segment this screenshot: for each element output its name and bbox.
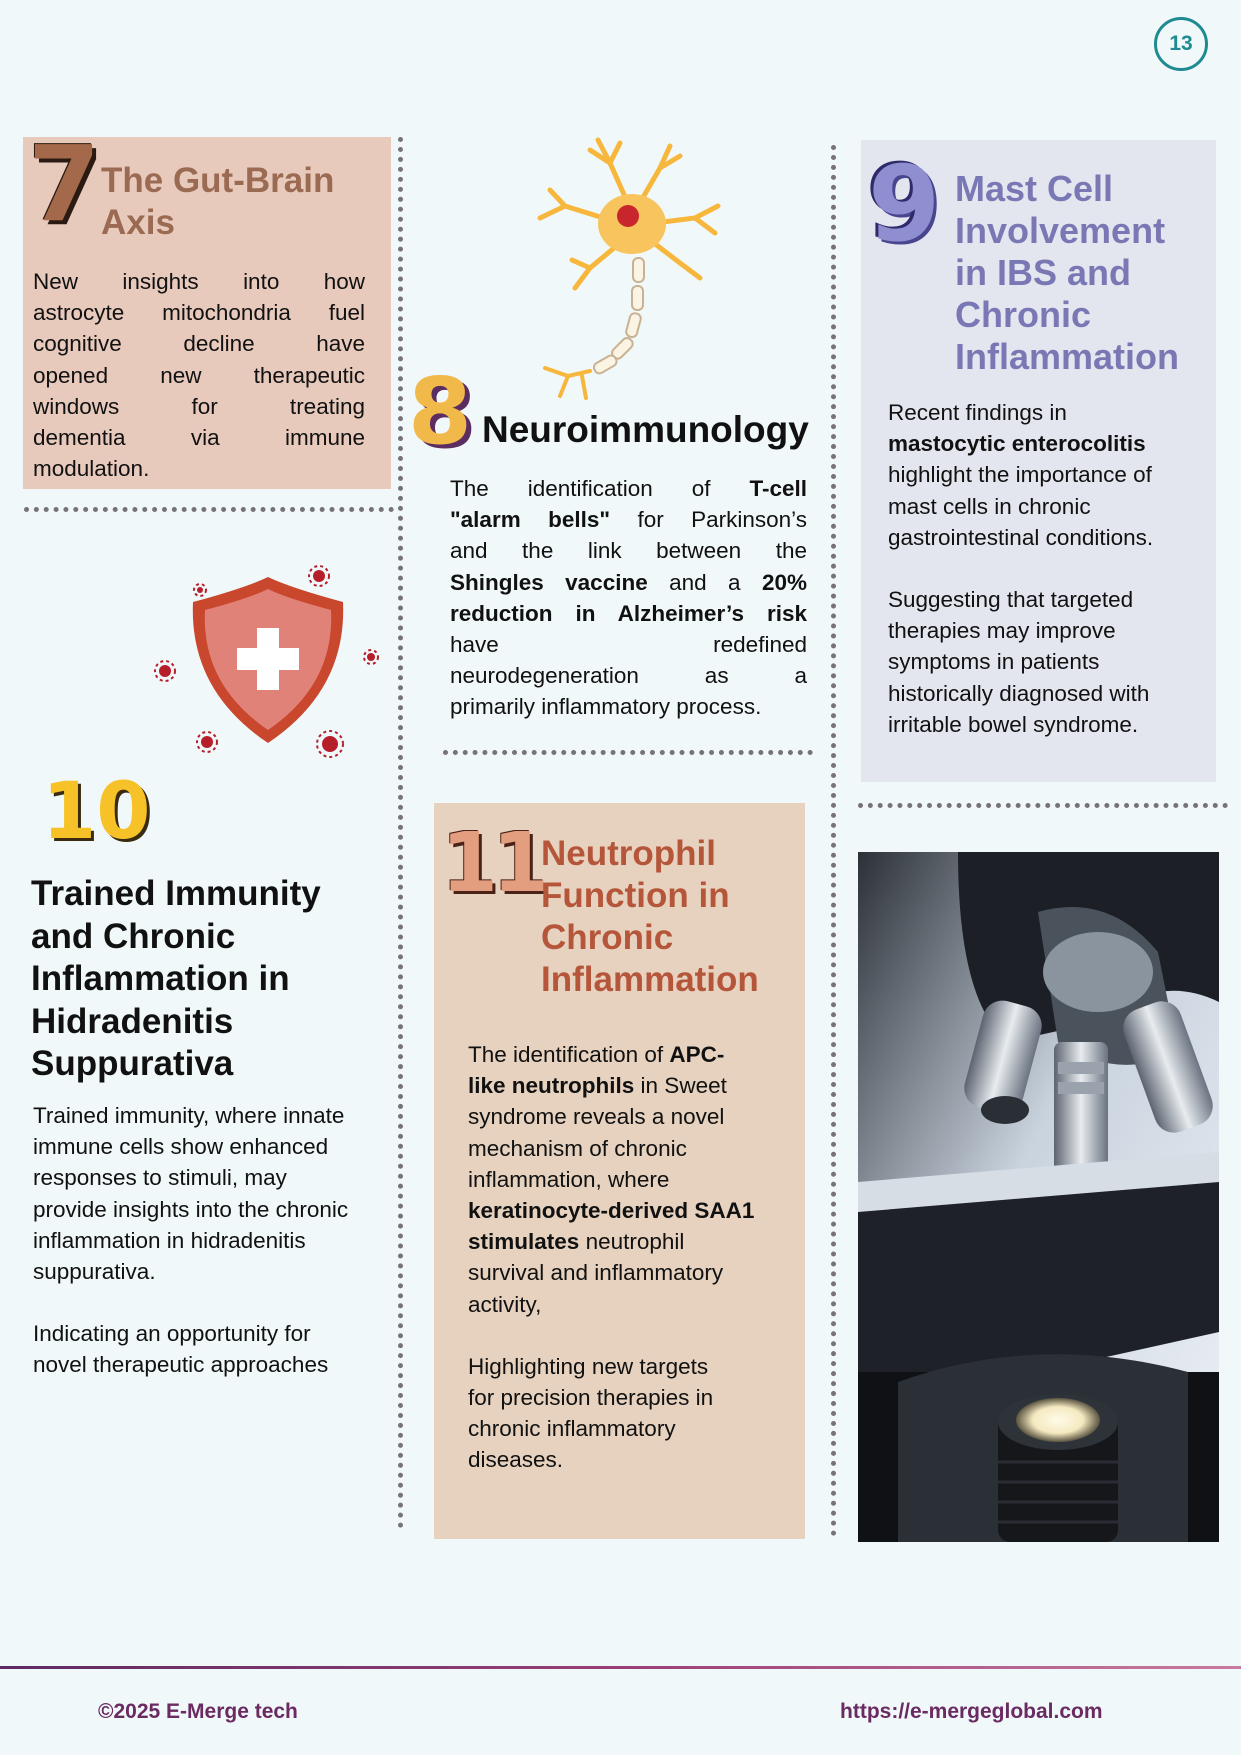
section-divider-7 [24, 507, 394, 512]
section-7-number: 7 [28, 123, 101, 245]
section-10-title-line: Trained Immunity [31, 874, 321, 913]
section-9-title [955, 168, 1179, 378]
bold-text: 20% [761, 569, 807, 595]
bold-text: Shingles vaccine [450, 569, 648, 595]
section-10-title-line: Suppurativa [31, 1044, 234, 1083]
bold-text: like neutrophils [468, 1073, 635, 1099]
section-7-body [33, 266, 365, 484]
bold-text: stimulates [468, 1229, 580, 1255]
section-10-title [31, 873, 321, 1086]
section-10-number: 10 [42, 767, 151, 857]
body-line: chronic inflammatory [468, 1416, 676, 1442]
section-8-number: 8 [408, 358, 473, 465]
body-line: highlight the importance of [888, 462, 1152, 488]
body-line [450, 598, 807, 629]
body-line: cognitive decline have [33, 331, 365, 357]
section-8-title: Neuroimmunology [482, 409, 809, 450]
body-line: survival and inflammatory [468, 1260, 724, 1286]
body-line: have redefined [450, 632, 807, 658]
body-line: irritable bowel syndrome. [888, 711, 1139, 737]
body-line: suppurativa. [33, 1259, 156, 1285]
body-line: inflammation in hidradenitis [33, 1227, 306, 1253]
body-line: provide insights into the chronic [33, 1196, 349, 1222]
body-line: syndrome reveals a novel [468, 1104, 725, 1130]
section-9-body [888, 397, 1208, 740]
bold-text: "alarm bells" [450, 507, 611, 533]
body-line: neurodegeneration as a [450, 663, 807, 689]
body-line: primarily inflammatory process. [450, 694, 762, 720]
footer-copyright: ©2025 E-Merge tech [98, 1700, 298, 1723]
body-line [468, 1195, 788, 1226]
section-10-title-line: Inflammation in [31, 959, 290, 998]
body-line: inflammation, where [468, 1166, 670, 1192]
body-line: dementia via immune [33, 425, 365, 451]
body-line: historically diagnosed with [888, 680, 1150, 706]
body-line: immune cells show enhanced [33, 1134, 329, 1160]
body-line [888, 428, 1208, 459]
text: The identification of [468, 1042, 664, 1067]
body-line: activity, [468, 1291, 542, 1317]
section-9-title-line: in IBS and [955, 252, 1132, 293]
text: neutrophil [585, 1229, 685, 1255]
body-line: gastrointestinal conditions. [888, 524, 1154, 550]
section-11-title-line: Function in [541, 876, 730, 915]
body-line: diseases. [468, 1447, 564, 1473]
text: in Sweet [640, 1073, 727, 1099]
page-number-badge: 13 [1154, 17, 1208, 71]
section-9-title-line: Chronic [955, 294, 1092, 335]
footer-divider [0, 1666, 1241, 1669]
section-9-title-line: Involvement [955, 210, 1166, 251]
body-line: responses to stimuli, may [33, 1165, 287, 1191]
body-line: windows for treating [33, 393, 365, 419]
body-line [450, 504, 807, 535]
bold-text: APC- [669, 1042, 725, 1067]
text: and a [669, 569, 741, 595]
section-11-body [468, 1039, 788, 1476]
body-line: New insights into how [33, 269, 365, 294]
section-10-title-line: Hidradenitis [31, 1001, 234, 1041]
microscope-photo [858, 852, 1219, 1542]
column-divider-right [831, 145, 836, 1537]
body-line: Recent findings in [888, 400, 1067, 425]
section-11-number: 11 [441, 816, 544, 911]
footer-url-link[interactable]: https://e-mergeglobal.com [840, 1700, 1103, 1723]
body-line: Trained immunity, where innate [33, 1103, 345, 1128]
bold-text: reduction in Alzheimer’s risk [450, 600, 807, 626]
section-9-title-line: Mast Cell [955, 168, 1114, 209]
text: The identification of [450, 476, 711, 501]
section-10-title-line: and Chronic [31, 916, 236, 956]
section-11-title-line: Neutrophil [541, 834, 716, 873]
section-7-title-line: Axis [101, 203, 175, 242]
section-7-title-line: The Gut-Brain [101, 161, 335, 200]
bold-text: mastocytic enterocolitis [888, 431, 1146, 457]
body-line: Suggesting that targeted [888, 587, 1134, 613]
body-line: astrocyte mitochondria fuel [33, 300, 365, 326]
section-9-number: 9 [868, 143, 941, 265]
medical-shield-icon [145, 560, 385, 760]
body-line [468, 1070, 788, 1101]
body-line: symptoms in patients [888, 649, 1100, 675]
body-line: and the link between the [450, 538, 807, 564]
body-line: Highlighting new targets [468, 1353, 709, 1379]
body-line: novel therapeutic approaches [33, 1352, 329, 1378]
bold-text: T-cell [749, 476, 807, 501]
body-line: Indicating an opportunity for [33, 1321, 311, 1347]
section-8-body [450, 473, 807, 723]
section-divider-9 [858, 803, 1228, 808]
section-7-title [101, 160, 334, 244]
body-line: mast cells in chronic [888, 493, 1091, 519]
section-10-body [33, 1100, 395, 1381]
body-line [450, 473, 807, 504]
body-line [468, 1226, 788, 1257]
body-line [468, 1039, 788, 1070]
section-9-title-line: Inflammation [955, 336, 1180, 377]
body-line: opened new therapeutic [33, 362, 365, 388]
column-divider-left [398, 137, 403, 1529]
section-11-title-line: Chronic [541, 918, 674, 957]
body-line [450, 567, 807, 598]
section-11-title [541, 833, 759, 1001]
body-line: modulation. [33, 456, 150, 482]
neuron-illustration [520, 128, 740, 403]
section-11-title-line: Inflammation [541, 960, 759, 999]
text: for Parkinson’s [637, 507, 807, 533]
bold-text: keratinocyte-derived SAA1 [468, 1198, 755, 1224]
body-line: therapies may improve [888, 618, 1116, 644]
body-line: mechanism of chronic [468, 1135, 687, 1161]
body-line: for precision therapies in [468, 1385, 714, 1411]
section-divider-8 [443, 750, 813, 755]
